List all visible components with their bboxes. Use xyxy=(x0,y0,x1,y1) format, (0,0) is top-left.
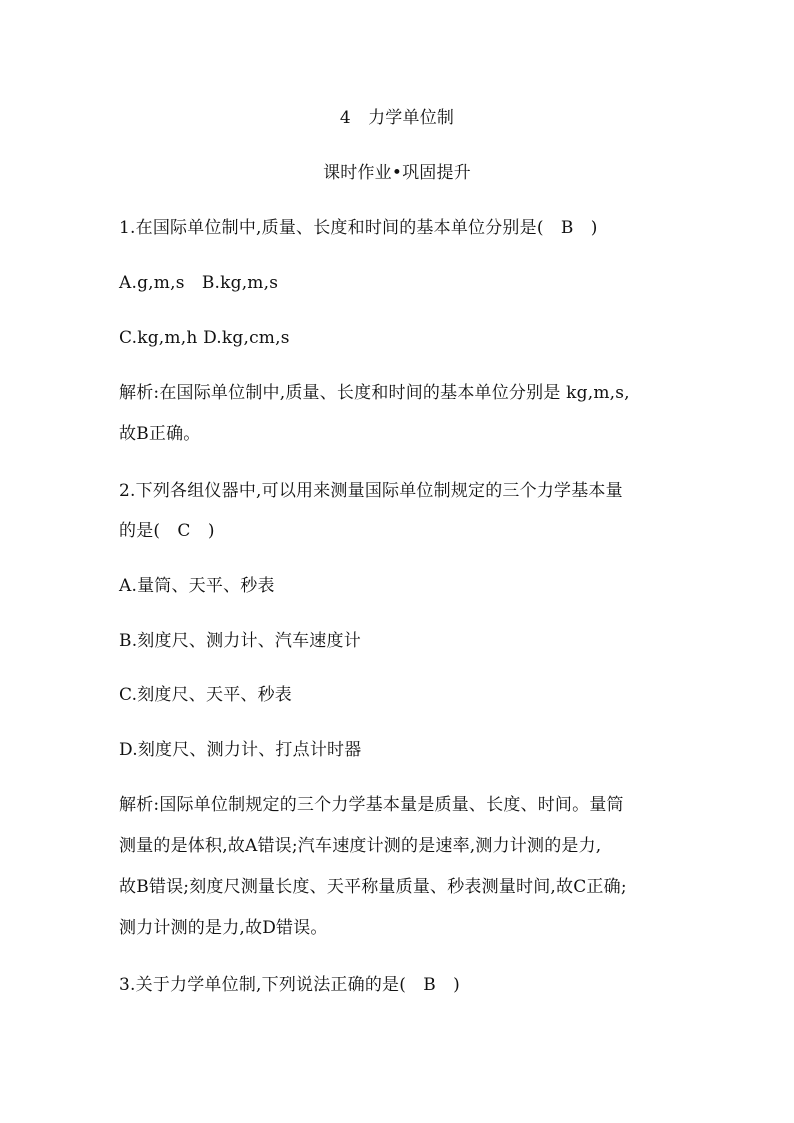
question-3: 3.关于力学单位制,下列说法正确的是( B ) xyxy=(119,975,460,995)
page-title: 4 力学单位制 xyxy=(339,108,455,128)
question-2-cont: 的是( C ) xyxy=(119,521,215,541)
question-2-option-c: C.刻度尺、天平、秒表 xyxy=(119,685,293,705)
answer-1-explanation: 解析:在国际单位制中,质量、长度和时间的基本单位分别是 kg,m,s, xyxy=(119,383,630,403)
answer-1-explanation-cont: 故B正确。 xyxy=(119,424,201,444)
page-subtitle: 课时作业•巩固提升 xyxy=(323,163,471,183)
question-1-options-ab: A.g,m,s B.kg,m,s xyxy=(119,273,279,293)
answer-2-explanation-cont-3: 测力计测的是力,故D错误。 xyxy=(119,918,328,938)
answer-2-explanation-cont-1: 测量的是体积,故A错误;汽车速度计测的是速率,测力计测的是力, xyxy=(119,836,602,856)
answer-2-explanation-cont-2: 故B错误;刻度尺测量长度、天平称量质量、秒表测量时间,故C正确; xyxy=(119,877,627,897)
question-2: 2.下列各组仪器中,可以用来测量国际单位制规定的三个力学基本量 xyxy=(119,481,623,501)
question-2-option-d: D.刻度尺、测力计、打点计时器 xyxy=(119,740,362,760)
question-2-option-a: A.量筒、天平、秒表 xyxy=(119,576,275,596)
question-1-options-cd: C.kg,m,h D.kg,cm,s xyxy=(119,328,290,348)
answer-2-explanation: 解析:国际单位制规定的三个力学基本量是质量、长度、时间。量筒 xyxy=(119,795,624,815)
question-1: 1.在国际单位制中,质量、长度和时间的基本单位分别是( B ) xyxy=(119,218,598,238)
question-2-option-b: B.刻度尺、测力计、汽车速度计 xyxy=(119,631,361,651)
